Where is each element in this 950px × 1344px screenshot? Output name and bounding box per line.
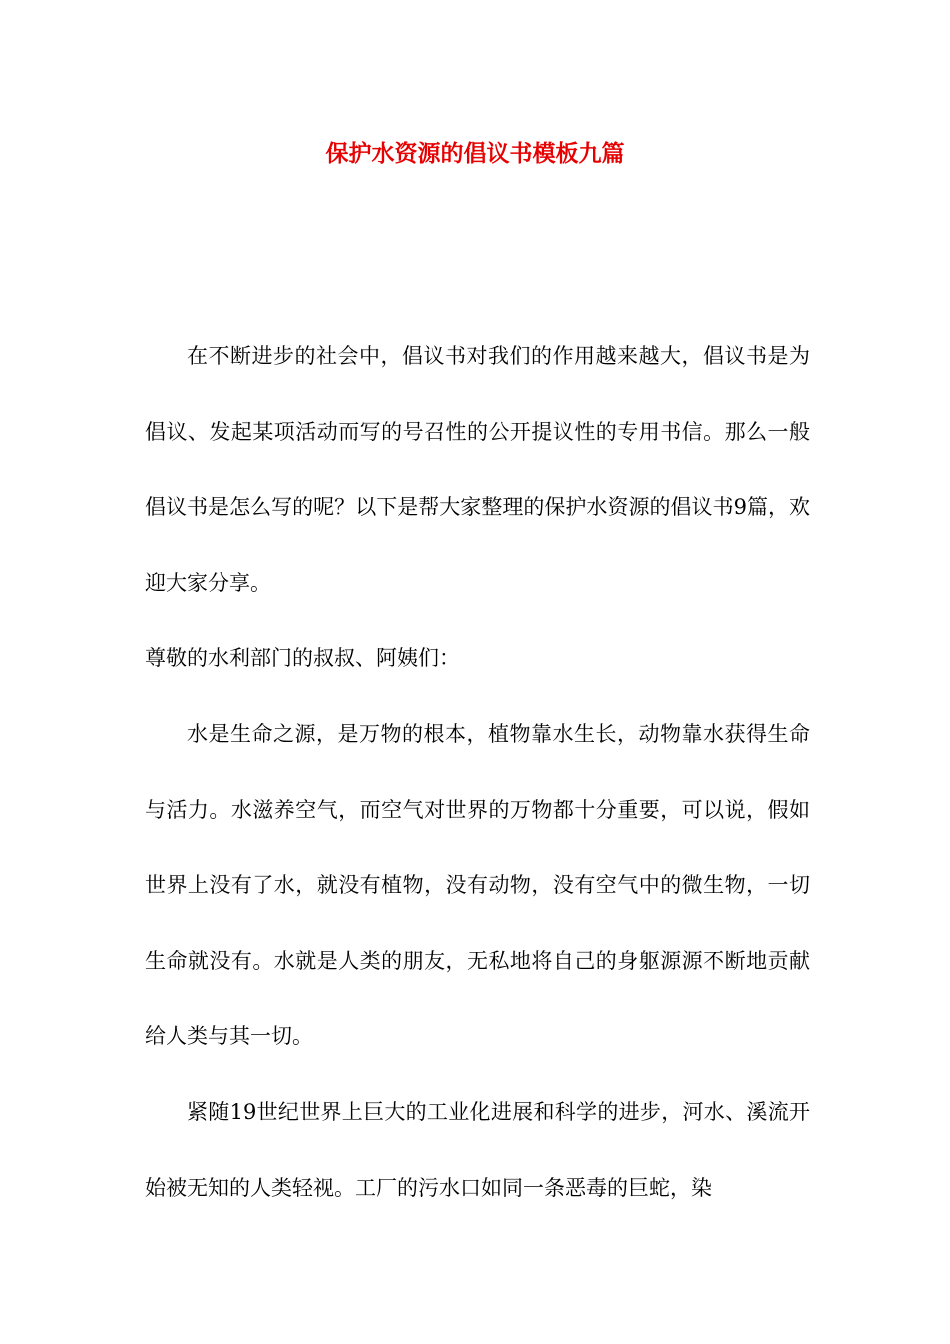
body-paragraph-water-source: 水是生命之源，是万物的根本，植物靠水生长，动物靠水获得生命与活力。水滋养空气，而空气对世界的万物都十分重要，可以说，假如世界上没有了水，就没有植物，没有动物，没有空气中的微生物，一切生命就没有。水就是人类的朋友，无私地将自己的身躯源源不断地贡献给人类与其一切。 (145, 721, 810, 1049)
document-title: 保护水资源的倡议书模板九篇 (325, 141, 625, 167)
salutation-paragraph: 尊敬的水利部门的叔叔、阿姨们： (145, 646, 460, 671)
body-paragraph-industrialization: 紧随19世纪世界上巨大的工业化进展和科学的进步，河水、溪流开始被无知的人类轻视。工厂的污水口如同一条恶毒的巨蛇，染 (145, 1099, 810, 1200)
intro-paragraph: 在不断进步的社会中，倡议书对我们的作用越来越大，倡议书是为倡议、发起某项活动而写的号召性的公开提议性的专用书信。那么一般倡议书是怎么写的呢？以下是帮大家整理的保护水资源的倡议书9篇，欢迎大家分享。 (145, 344, 810, 595)
document-body (145, 319, 810, 1226)
